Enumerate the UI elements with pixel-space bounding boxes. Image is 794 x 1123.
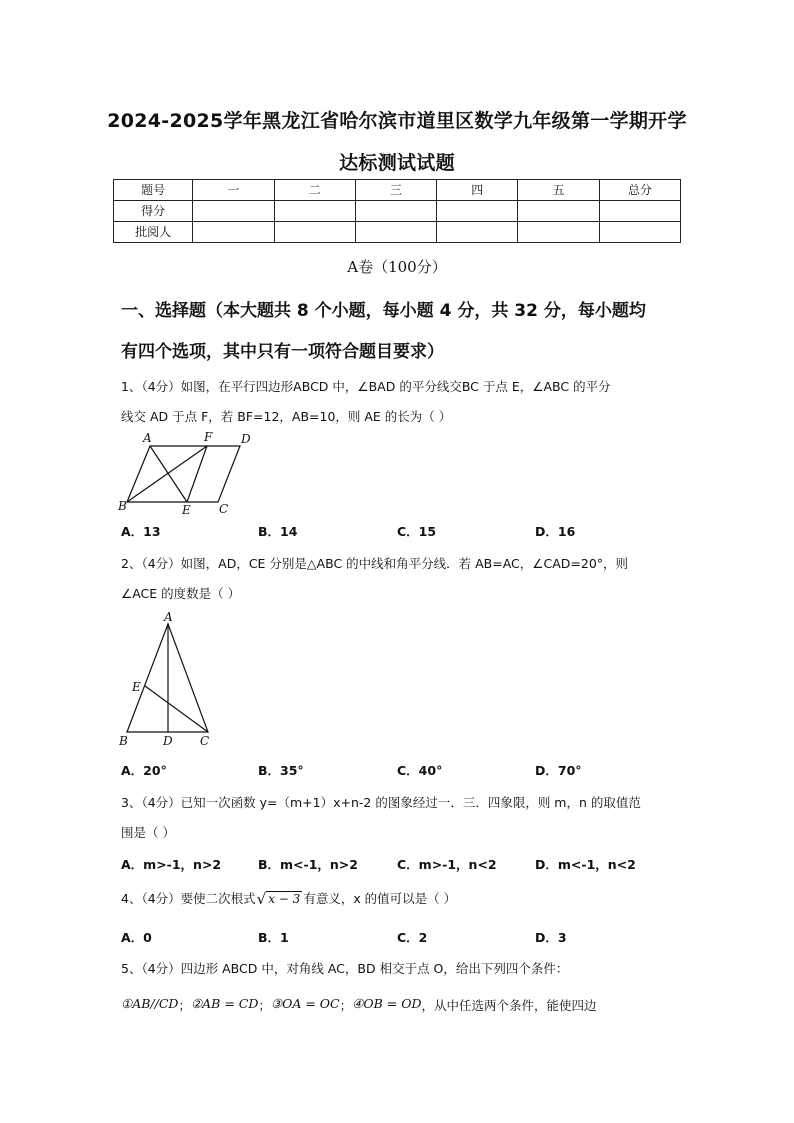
score-table [113, 179, 681, 243]
q2-option-c[interactable]: C．40° [397, 763, 443, 778]
grader-cell[interactable] [355, 222, 436, 243]
grader-cell[interactable] [193, 222, 274, 243]
grader-cell[interactable] [518, 222, 599, 243]
q4-radical [257, 891, 303, 906]
score-table-score-row [114, 201, 681, 222]
q2-label-B: B [119, 734, 128, 748]
sqrt-sign-icon: √ [256, 889, 267, 908]
q2-text-line2: ∠ACE 的度数是（ ） [121, 586, 241, 601]
score-header-cell: 四 [437, 180, 518, 201]
q5-condition-1: ①AB//CD [121, 996, 179, 1011]
q4-prefix: 4、（4分）要使二次根式 [121, 891, 256, 906]
q5-condition-4: ④OB = OD [352, 996, 422, 1011]
exam-title-line2: 达标测试试题 [339, 152, 455, 174]
score-cell[interactable] [518, 201, 599, 222]
q5-condition-2: ②AB = CD [190, 996, 259, 1011]
q3-option-d[interactable]: D．m<-1，n<2 [535, 857, 636, 872]
score-cell[interactable] [599, 201, 680, 222]
q1-option-c[interactable]: C．15 [397, 524, 437, 539]
q5-condition-3: ③OA = OC [270, 996, 340, 1011]
q1-label-B: B [118, 499, 127, 513]
q1-label-E: E [182, 503, 191, 517]
q1-option-a[interactable]: A．13 [121, 524, 161, 539]
q2-option-d[interactable]: D．70° [535, 763, 582, 778]
q1-segment-AE [150, 446, 187, 502]
q1-label-F: F [204, 430, 213, 444]
score-header-cell: 一 [193, 180, 274, 201]
q5-tail: ，从中任选两个条件，能使四边 [421, 998, 597, 1013]
q3-text-line1: 3、（4分）已知一次函数 y=（m+1）x+n-2 的图象经过一．三．四象限，则 m，n 的取值范 [121, 795, 641, 810]
q5-separator: ； [178, 998, 191, 1013]
q1-text-line1: 1、（4分）如图，在平行四边形ABCD 中，∠BAD 的平分线交BC 于点 E，∠ABC 的平分 [121, 379, 611, 394]
score-header-cell: 总分 [599, 180, 680, 201]
q4-text-line [121, 889, 456, 907]
q2-text-line1: 2、（4分）如图，AD，CE 分别是△ABC 的中线和角平分线．若 AB=AC，∠CAD=20°，则 [121, 556, 629, 571]
score-cell[interactable] [355, 201, 436, 222]
q4-suffix: 有意义，x 的值可以是（ ） [303, 891, 457, 906]
q1-text-line2: 线交 AD 于点 F，若 BF=12，AB=10，则 AE 的长为（ ） [121, 409, 452, 424]
q2-bisector-CE [145, 686, 208, 732]
q1-parallelogram-outline [127, 446, 240, 502]
grader-cell[interactable] [599, 222, 680, 243]
section-heading-line2: 有四个选项，其中只有一项符合题目要求） [121, 342, 444, 362]
score-cell[interactable] [193, 201, 274, 222]
score-table-grader-row [114, 222, 681, 243]
q5-text-line1: 5、（4分）四边形 ABCD 中，对角线 AC，BD 相交于点 O，给出下列四个条件： [121, 961, 569, 976]
q2-label-C: C [200, 734, 210, 748]
q4-radicand: x − 3 [268, 891, 301, 906]
grader-cell[interactable] [274, 222, 355, 243]
q5-separator: ； [258, 998, 271, 1013]
score-header-cell: 二 [274, 180, 355, 201]
q1-parallelogram-figure [115, 428, 265, 518]
q3-option-a[interactable]: A．m>-1，n>2 [121, 857, 222, 872]
q3-option-c[interactable]: C．m>-1，n<2 [397, 857, 497, 872]
q2-option-b[interactable]: B．35° [258, 763, 304, 778]
q2-label-A: A [164, 610, 173, 624]
score-header-cell: 题号 [114, 180, 193, 201]
q4-option-a[interactable]: A．0 [121, 930, 152, 945]
q5-text-line2 [121, 996, 597, 1014]
score-header-cell: 五 [518, 180, 599, 201]
volume-label: A卷（100分） [347, 258, 447, 276]
q1-label-D: D [241, 432, 251, 446]
grader-row-label: 批阅人 [114, 222, 193, 243]
q1-option-d[interactable]: D．16 [535, 524, 576, 539]
score-row-label: 得分 [114, 201, 193, 222]
q2-triangle-figure [115, 610, 225, 750]
q3-text-line2: 围是（ ） [121, 825, 175, 840]
score-cell[interactable] [274, 201, 355, 222]
exam-title-line1: 2024-2025学年黑龙江省哈尔滨市道里区数学九年级第一学期开学 [107, 110, 687, 132]
q1-label-A: A [143, 431, 152, 445]
score-cell[interactable] [437, 201, 518, 222]
q4-option-d[interactable]: D．3 [535, 930, 567, 945]
score-table-header-row [114, 180, 681, 201]
q4-option-b[interactable]: B．1 [258, 930, 289, 945]
q1-option-b[interactable]: B．14 [258, 524, 298, 539]
q1-label-C: C [219, 502, 229, 516]
q5-separator: ； [339, 998, 353, 1013]
q2-option-a[interactable]: A．20° [121, 763, 167, 778]
q4-option-c[interactable]: C．2 [397, 930, 428, 945]
q2-label-D: D [163, 734, 173, 748]
section-heading-line1: 一、选择题（本大题共 8 个小题，每小题 4 分，共 32 分，每小题均 [121, 301, 646, 321]
score-header-cell: 三 [355, 180, 436, 201]
grader-cell[interactable] [437, 222, 518, 243]
q2-label-E: E [132, 680, 141, 694]
q3-option-b[interactable]: B．m<-1，n>2 [258, 857, 358, 872]
q1-segment-FE [187, 446, 207, 502]
